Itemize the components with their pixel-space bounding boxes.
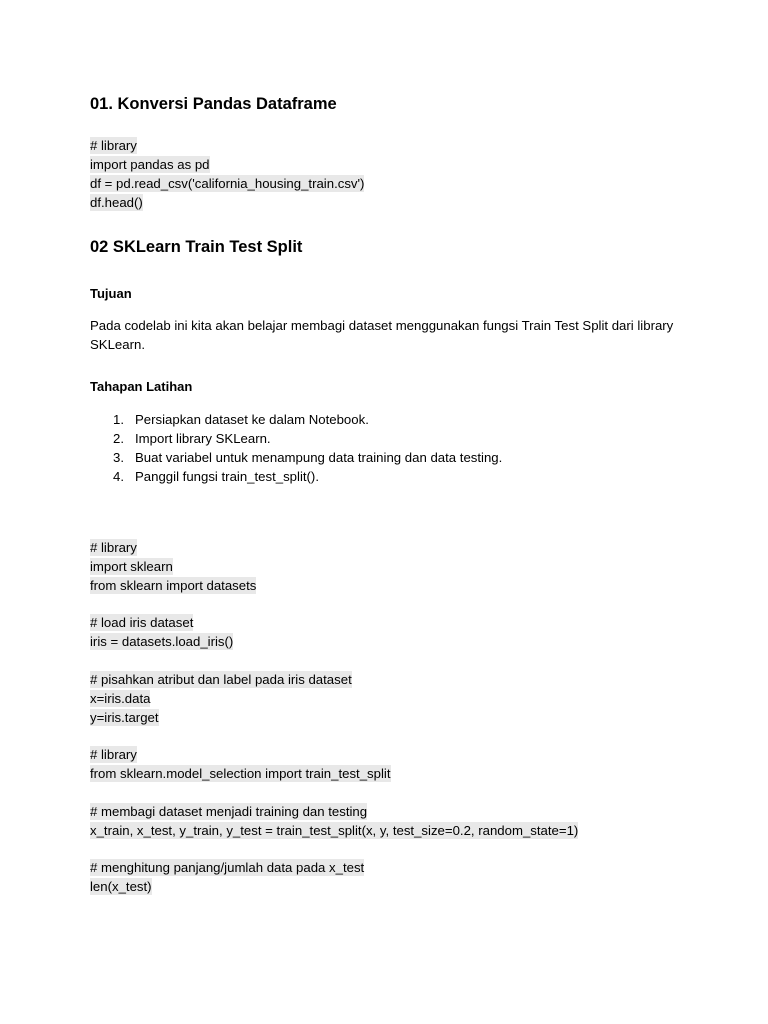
code-line: # load iris dataset [90,615,194,630]
code-line: import sklearn [90,558,173,574]
code-line: # pisahkan atribut dan label pada iris dataset [90,671,352,687]
code-line: from sklearn import datasets [90,577,257,593]
code-line: # library [90,539,137,555]
code-line: # library [90,137,137,153]
code-line: x=iris.data [90,690,151,706]
code-line: iris = datasets.load_iris() [90,634,234,649]
code-line: len(x_test) [90,879,152,894]
code-line: from sklearn.model_selection import train_test_split [90,766,391,781]
list-item: 1. Persiapkan dataset ke dalam Notebook. [113,411,369,427]
code-line: df = pd.read_csv('california_housing_train.csv') [90,175,365,191]
list-item: 3. Buat variabel untuk menampung data training dan data testing. [113,449,503,465]
code-block-sklearn [90,538,578,897]
heading-tahapan: Tahapan Latihan [90,379,193,394]
code-block-pandas [90,136,364,212]
code-line: # library [90,747,137,762]
section-title-pandas: 01. Konversi Pandas Dataframe [90,95,337,113]
heading-tujuan: Tujuan [90,286,132,301]
code-line: df.head() [90,194,143,210]
code-line: # membagi dataset menjadi training dan testing [90,803,368,819]
steps-list [90,410,502,486]
list-item: 4. Panggil fungsi train_test_split(). [113,468,319,484]
list-item: 2. Import library SKLearn. [113,430,271,446]
code-line: # menghitung panjang/jumlah data pada x_test [90,860,365,875]
section-title-sklearn: 02 SKLearn Train Test Split [90,238,303,256]
paragraph-tujuan: Pada codelab ini kita akan belajar membagi dataset menggunakan fungsi Train Test Split dari library SKLearn. [90,317,674,352]
code-line: y=iris.target [90,709,159,725]
code-line: x_train, x_test, y_train, y_test = train_test_split(x, y, test_size=0.2, random_state=1) [90,822,579,838]
code-line: import pandas as pd [90,156,210,172]
